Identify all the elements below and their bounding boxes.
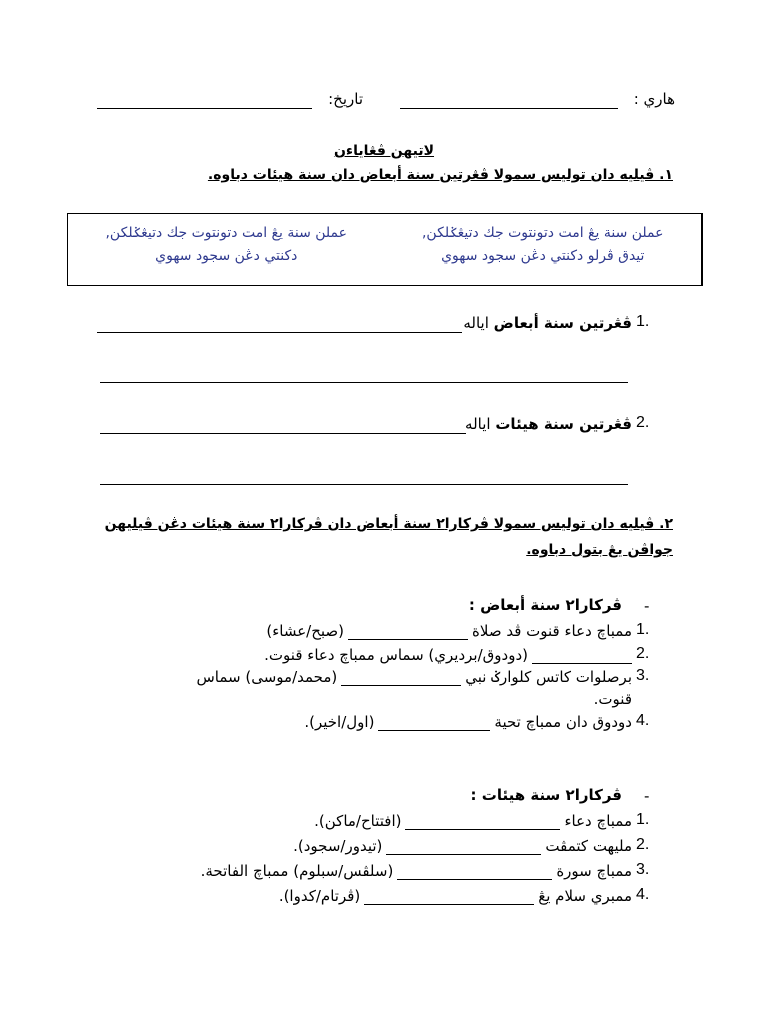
day-label: هاري : [633, 90, 675, 108]
b1-blank[interactable] [405, 815, 560, 830]
a3-number: 3. [636, 667, 650, 684]
a3-choice: (محمد/موسى) سماس [196, 668, 338, 686]
a2-choice: (دودوق/برديري) سماس ممباچ دعاء قنوت. [264, 646, 528, 664]
q1-item1-text: اياله [463, 314, 489, 332]
page-title: لاتيهن ڤڠاياءن [333, 143, 435, 159]
q1-item2-term: ڤڠرتين سنة هيئات [495, 415, 632, 433]
b1-before: ممباچ دعاء [564, 812, 632, 830]
a4-sentence [304, 713, 632, 731]
q1-item2-prompt [465, 415, 632, 433]
a3-before: برصلوات كاتس كلوارݢ نبي [465, 668, 632, 686]
q1-item2-blank[interactable] [100, 433, 466, 434]
b3-blank[interactable] [397, 865, 552, 880]
a1-blank[interactable] [348, 625, 468, 640]
b2-number: 2. [636, 836, 650, 853]
b4-sentence [279, 887, 632, 905]
a4-number: 4. [636, 712, 650, 729]
b2-choice: (تيدور/سجود). [293, 837, 383, 855]
box-cell-haiat [385, 214, 703, 285]
a4-before: دودوق دان ممباچ تحية [494, 713, 632, 731]
a4-blank[interactable] [378, 716, 490, 731]
a1-sentence [266, 622, 632, 640]
q1-item2-blank-2[interactable] [100, 484, 628, 485]
a2-sentence [264, 646, 632, 664]
b4-number: 4. [636, 886, 650, 903]
q2-heading-line2: جواڤن يڠ بتول دباوه. [526, 542, 673, 558]
q1-item2-number: 2. [636, 414, 650, 431]
a4-choice: (اول/اخير). [304, 713, 375, 731]
b3-sentence [201, 862, 632, 880]
day-blank[interactable] [400, 108, 618, 109]
section-a-bullet: - [644, 597, 650, 615]
b4-choice: (ڤرتام/كدوا). [278, 887, 361, 905]
b2-sentence [293, 837, 632, 855]
box-haiat-line1: عملن سنة يڠ امت دتونتوت جك دتيڠݢلكن, [421, 225, 664, 241]
section-b-title: ڤركارا٢ سنة هيئات : [470, 786, 622, 804]
a1-number: 1. [636, 621, 650, 638]
box-abaad-line2: دکنتي دڠن سجود سهوي [155, 248, 298, 264]
b3-choice: (سلڤس/سبلوم) ممباچ الفاتحة. [200, 862, 394, 880]
a2-blank[interactable] [532, 649, 632, 664]
b1-sentence [314, 812, 632, 830]
b2-blank[interactable] [386, 840, 541, 855]
q1-item1-blank[interactable] [97, 332, 462, 333]
b2-before: مليهت كتمڤت [545, 837, 632, 855]
a3-continuation: قنوت. [593, 690, 632, 708]
section-a-title: ڤركارا٢ سنة أبعاض : [468, 596, 622, 614]
a3-sentence [196, 668, 632, 686]
q1-item1-blank-2[interactable] [100, 382, 628, 383]
b1-number: 1. [636, 811, 650, 828]
q1-item2-text: اياله [465, 415, 491, 433]
b4-blank[interactable] [364, 890, 534, 905]
b1-choice: (افتتاح/ماكن). [314, 812, 402, 830]
q1-item1-term: ڤڠرتين سنة أبعاض [493, 314, 632, 332]
date-label: تاريخ: [328, 90, 363, 108]
b3-before: ممباچ سورة [556, 862, 632, 880]
b4-before: ممبري سلام يڠ [538, 887, 632, 905]
b3-number: 3. [636, 861, 650, 878]
a1-before: ممباچ دعاء قنوت ڤد صلاة [472, 622, 632, 640]
a3-blank[interactable] [341, 671, 461, 686]
date-blank[interactable] [97, 108, 312, 109]
q1-item1-prompt [463, 314, 632, 332]
definition-box [67, 213, 703, 286]
box-cell-abaad [68, 214, 385, 285]
section-b-bullet: - [644, 787, 650, 805]
a2-number: 2. [636, 645, 650, 662]
q2-heading-line1: ٢. ڤيليه دان توليس سمولا ڤركارا٢ سنة أبعاض دان ڤركارا٢ سنة هيئات دڠن ڤيليهن [104, 516, 673, 532]
box-haiat-line2: تيدق ڤرلو دکنتي دڠن سجود سهوي [441, 248, 645, 264]
q1-heading: ١. ڤيليه دان توليس سمولا ڤڠرتين سنة أبعاض دان سنة هيئات دباوه. [207, 167, 673, 183]
box-abaad-line1: عملن سنة يڠ امت دتونتوت جك دتيڠݢلكن, [105, 225, 348, 241]
a1-choice: (صبح/عشاء) [266, 622, 345, 640]
q1-item1-number: 1. [636, 313, 650, 330]
